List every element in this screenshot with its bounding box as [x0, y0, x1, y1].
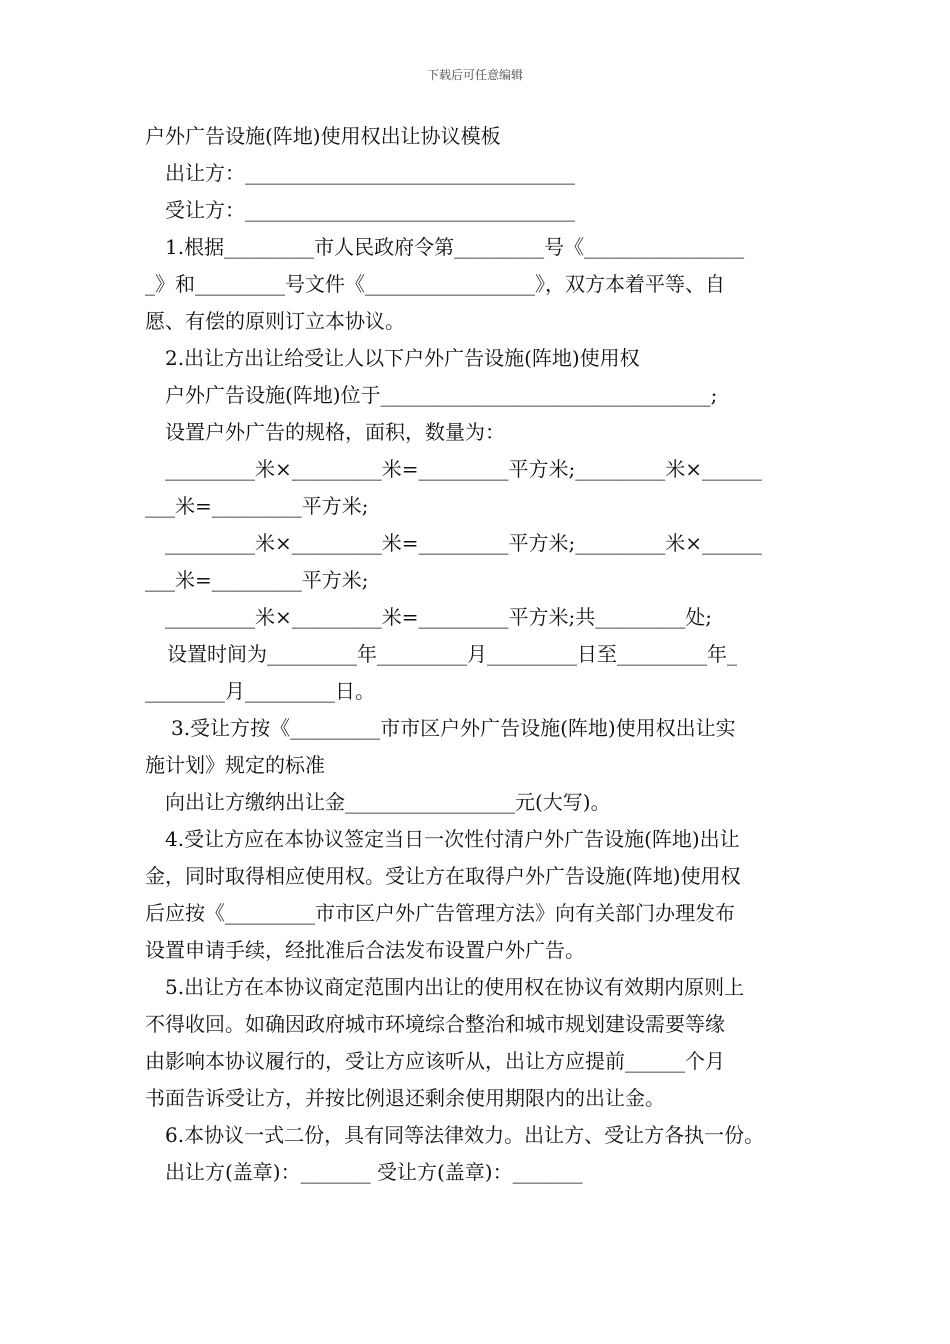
- document-line: 施计划》规定的标准: [145, 753, 325, 777]
- document-line: 出让方(盖章)：_______ 受让方(盖章)：_______: [165, 1160, 583, 1184]
- document-line: 受让方：_________________________________: [165, 198, 575, 222]
- document-line: 设置户外广告的规格，面积，数量为：: [165, 420, 505, 444]
- document-line: 金，同时取得相应使用权。受让方在取得户外广告设施(阵地)使用权: [145, 864, 741, 888]
- document-line: _》和_________号文件《_________________》，双方本着平等、自: [145, 272, 725, 296]
- document-line: 设置时间为_________年_________月_________日至_________年_: [167, 642, 737, 666]
- document-line: 愿、有偿的原则订立本协议。: [145, 309, 405, 333]
- document-line: _________米×_________米=_________平方米;_________米×______: [165, 531, 763, 555]
- document-line: 1.根据_________市人民政府令第_________号《________________: [165, 235, 745, 259]
- document-line: 不得收回。如确因政府城市环境综合整治和城市规划建设需要等缘: [145, 1012, 725, 1036]
- document-line: 出让方：_________________________________: [165, 161, 575, 185]
- document-line: 向出让方缴纳出让金_________________元(大写)。: [165, 790, 611, 814]
- document-line: 户外广告设施(阵地)位于_________________________________;: [165, 383, 718, 407]
- document-line: ________月_________日。: [145, 679, 375, 703]
- document-line: 2.出让方出让给受让人以下户外广告设施(阵地)使用权: [165, 346, 640, 370]
- document-line: 3.受让方按《_________市市区户外广告设施(阵地)使用权出让实: [171, 716, 736, 740]
- document-line: ___米=_________平方米;: [145, 568, 369, 592]
- document-line: 书面告诉受让方，并按比例退还剩余使用期限内的出让金。: [145, 1086, 665, 1110]
- document-line: _________米×_________米=_________平方米;_________米×______: [165, 457, 763, 481]
- document-body: [145, 118, 825, 1191]
- document-line: ___米=_________平方米;: [145, 494, 369, 518]
- header-note: 下载后可任意编辑: [426, 68, 523, 82]
- document-line: 由影响本协议履行的，受让方应该听从，出让方应提前______个月: [145, 1049, 725, 1073]
- document-line: 后应按《_________市市区户外广告管理方法》向有关部门办理发布: [145, 901, 735, 925]
- document-line: 4.受让方应在本协议签定当日一次性付清户外广告设施(阵地)出让: [165, 827, 740, 851]
- document-line: 6.本协议一式二份，具有同等法律效力。出让方、受让方各执一份。: [165, 1123, 765, 1147]
- document-line: _________米×_________米=_________平方米;共_________处;: [165, 605, 712, 629]
- document-line: 户外广告设施(阵地)使用权出让协议模板: [145, 124, 501, 148]
- document-line: 5.出让方在本协议商定范围内出让的使用权在协议有效期内原则上: [165, 975, 745, 999]
- document-line: 设置申请手续，经批准后合法发布设置户外广告。: [145, 938, 585, 962]
